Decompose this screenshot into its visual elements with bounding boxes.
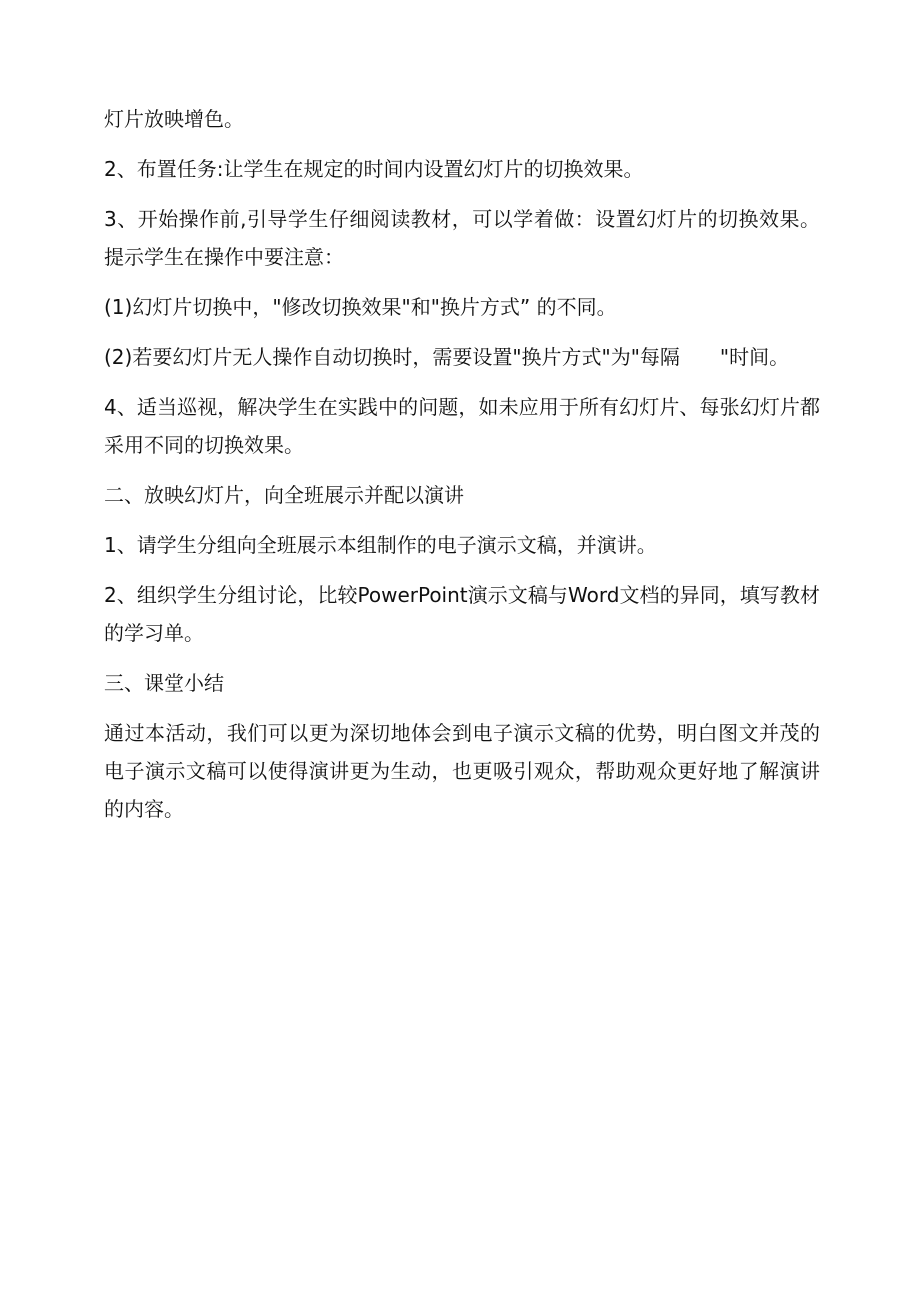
paragraph-step-4: 4、适当巡视，解决学生在实践中的问题，如未应用于所有幻灯片、每张幻灯片都采用不同的切换效果。 [104, 395, 820, 457]
section-heading-3: 三、课堂小结 [104, 671, 224, 695]
section-heading-2: 二、放映幻灯片，向全班展示并配以演讲 [104, 483, 464, 507]
document-body [104, 100, 820, 840]
paragraph-step-2: 2、布置任务:让学生在规定的时间内设置幻灯片的切换效果。 [104, 157, 644, 181]
paragraph-note-2: (2)若要幻灯片无人操作自动切换时，需要设置"换片方式"为"每隔 "时间。 [104, 345, 790, 369]
paragraph-note-1: (1)幻灯片切换中，"修改切换效果"和"换片方式” 的不同。 [104, 295, 617, 319]
paragraph-section2-step-2: 2、组织学生分组讨论，比较PowerPoint演示文稿与Word文档的异同，填写教材的学习单。 [104, 583, 820, 645]
paragraph-step-3: 3、开始操作前,引导学生仔细阅读教材，可以学着做：设置幻灯片的切换效果。提示学生在操作中要注意： [104, 207, 820, 269]
paragraph-continuation: 灯片放映增色。 [104, 107, 244, 131]
paragraph-summary: 通过本活动，我们可以更为深切地体会到电子演示文稿的优势，明白图文并茂的电子演示文稿可以使得演讲更为生动，也更吸引观众，帮助观众更好地了解演讲的内容。 [104, 721, 820, 821]
paragraph-section2-step-1: 1、请学生分组向全班展示本组制作的电子演示文稿，并演讲。 [104, 533, 657, 557]
